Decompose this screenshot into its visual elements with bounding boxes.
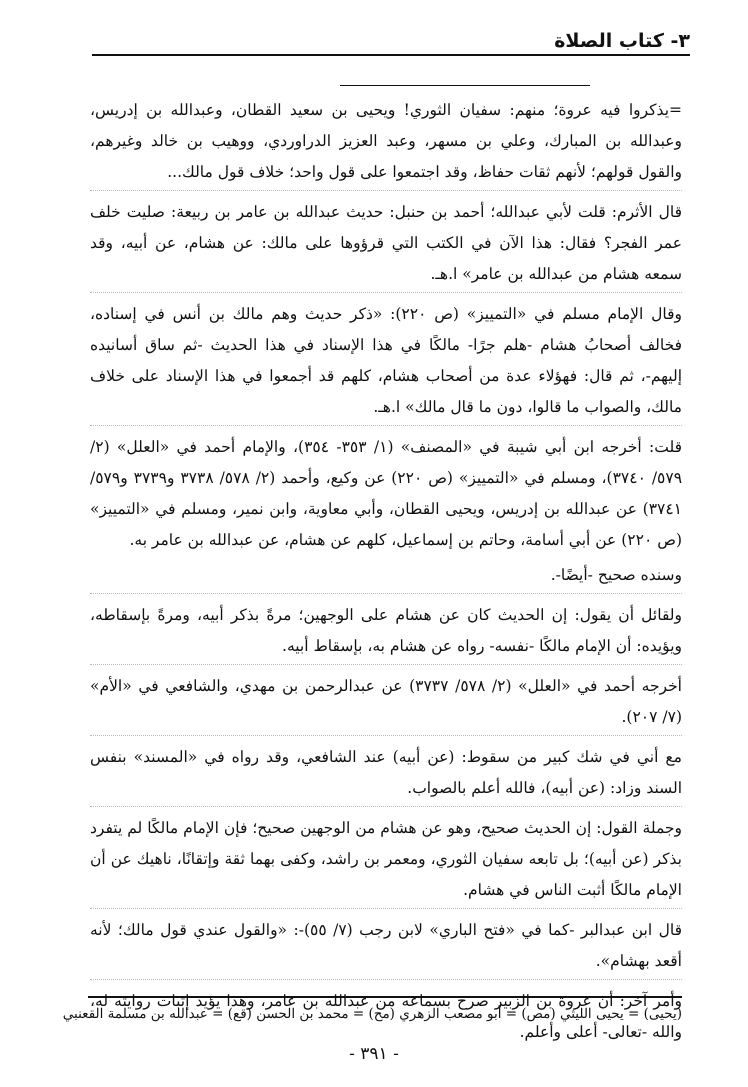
footnote-body <box>62 95 683 1052</box>
paragraph-muslim-tamyiz: وقال الإمام مسلم في «التمييز» (ص ٢٢٠): «ذكر حديث وهم مالك بن أنس في إسناده، فخالف أصحابُ هشام -هلم جرًا- مالكًا في هذا الإسناد في هذا الحديث -ثم ساق أسانيده إليهم-، ثم قال: فهؤلاء عدة من أصحاب هشام، كلهم قد أجمعوا في هذا الإسناد على خلاف مالك، والصواب ما قالوا، دون ما قال مالك» ا.هـ. <box>90 299 682 426</box>
page-number: - ٣٩١ - <box>349 1044 399 1064</box>
abbreviation-legend: (يحيى) = يحيى الليثي (مص) = أبو مصعب الزهري (مح) = محمد بن الحسن (قع) = عبدالله بن مسلمة القعنبي <box>62 1006 682 1022</box>
paragraph-takhrij: قلت: أخرجه ابن أبي شيبة في «المصنف» (١/ ٣٥٣- ٣٥٤)، والإمام أحمد في «العلل» (٢/ ٥٧٩/ ٣٧٤٠)، ومسلم في «التمييز» (ص ٢٢٠) عن وكيع، وأحمد (٢/ ٥٧٨/ ٣٧٣٨ و٣٧٣٩ و٥٧٩/ ٣٧٤١) عن عبدالله بن إدريس، ويحيى القطان، وأبي معاوية، وابن نمير، ومسلم في «التمييز» (ص ٢٢٠) عن أبي أسامة، وحاتم بن إسماعيل، كلهم عن هشام، عن عبدالله بن عامر به. <box>90 438 683 549</box>
paragraph-ibn-abdulbarr: قال ابن عبدالبر -كما في «فتح الباري» لابن رجب (٧/ ٥٥)-: «والقول عندي قول مالك؛ لأنه أقعد بهشام». <box>90 915 682 980</box>
paragraph-narrators: =يذكروا فيه عروة؛ منهم: سفيان الثوري! ويحيى بن سعيد القطان، وعبدالله بن إدريس، وعبدالله بن المبارك، وعلي بن مسهر، وعبد العزيز الدراوردي، ووهيب بن خالد وغيرهم، والقول قولهم؛ لأنهم ثقات حفاظ، وقد اجتمعوا على قول واحد؛ خلاف قول مالك... <box>90 95 682 191</box>
footer-rule <box>88 996 682 998</box>
paragraph-two-ways: ولقائل أن يقول: إن الحديث كان عن هشام على الوجهين؛ مرةً بذكر أبيه، ومرةً بإسقاطه، ويؤيده: أن الإمام مالكًا -نفسه- رواه عن هشام به، بإسقاط أبيه. <box>90 600 682 665</box>
paragraph-ahmad-shafii: أخرجه أحمد في «العلل» (٢/ ٥٧٨/ ٣٧٣٧) عن عبدالرحمن بن مهدي، والشافعي في «الأم» (٧/ ٢٠٧). <box>90 671 682 736</box>
paragraph-another-matter: وأمر آخر: أن عروة بن الزبير صرح بسماعه من عبدالله بن عامر، وهذا يؤيد إثبات روايته له، والله -تعالى- أعلى وأعلم. <box>90 992 682 1041</box>
chapter-title: ٣- كتاب الصلاة <box>554 30 690 52</box>
footnote-separator <box>340 85 590 86</box>
paragraph-summary: وجملة القول: إن الحديث صحيح، وهو عن هشام من الوجهين صحيح؛ فإن الإمام مالكًا لم يتفرد بذكر (عن أبيه)؛ بل تابعه سفيان الثوري، ومعمر بن راشد، وكفى بهما ثقة وإتقانًا، ناهيك عن أن الإمام مالكًا أثبت الناس في هشام. <box>90 813 682 909</box>
header-rule <box>92 54 690 56</box>
paragraph-athram: قال الأثرم: قلت لأبي عبدالله؛ أحمد بن حنبل: حديث عبدالله بن عامر بن ربيعة: صليت خلف عمر الفجر؟ فقال: هذا الآن في الكتب التي قرؤوها على مالك: عن هشام، عن أبيه، وقد سمعه هشام من عبدالله بن عامر» ا.هـ. <box>90 197 682 293</box>
paragraph-isnad-sahih: وسنده صحيح -أيضًا-. <box>90 560 682 594</box>
running-header <box>92 24 690 52</box>
paragraph-doubt: مع أني في شك كبير من سقوط: (عن أبيه) عند الشافعي، وقد رواه في «المسند» بنفس السند وزاد: (عن أبيه)، فالله أعلم بالصواب. <box>90 742 682 807</box>
